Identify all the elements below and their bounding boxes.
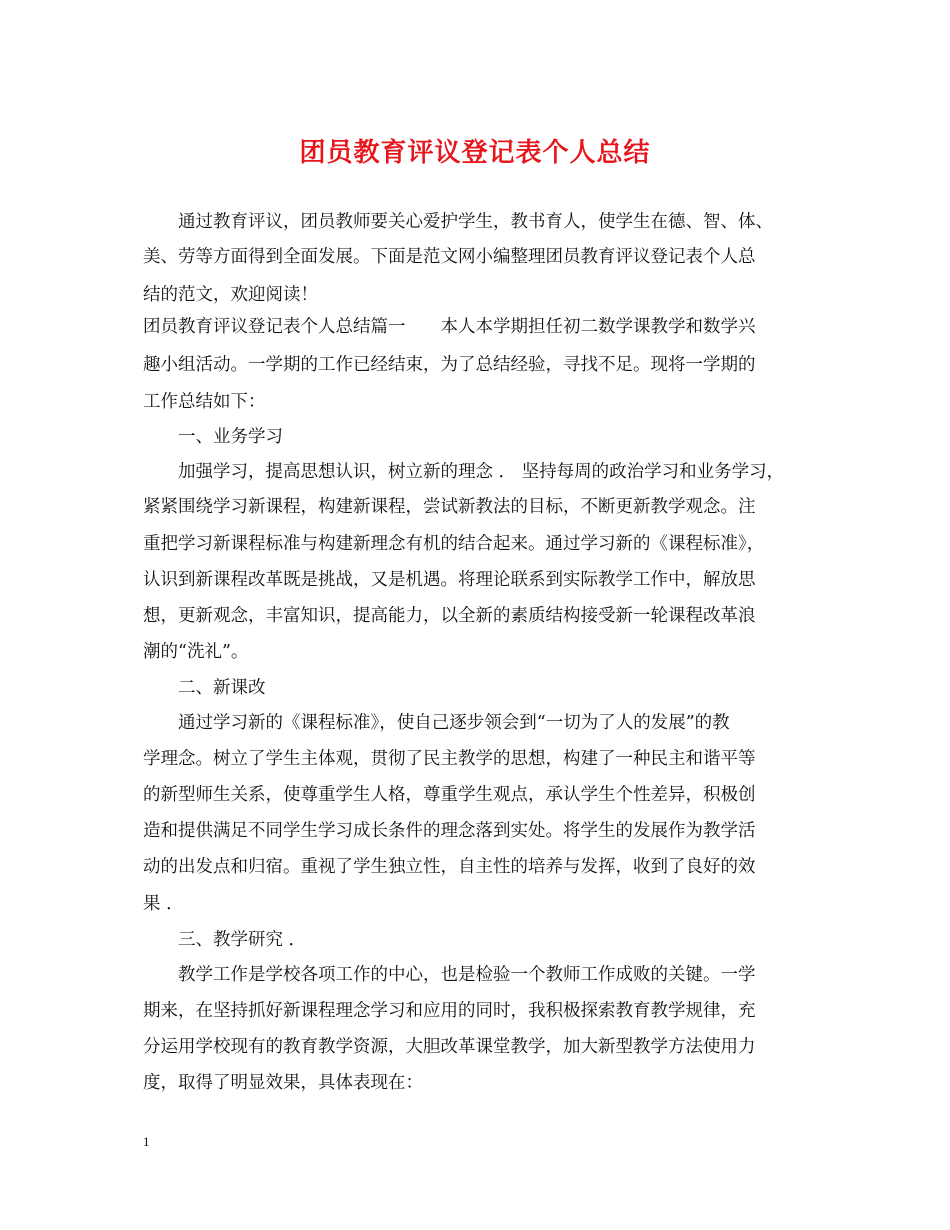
body-line: 动的出发点和归宿。重视了学生独立性，自主性的培养与发挥，收到了良好的效 — [143, 857, 756, 877]
document-title: 团员教育评议登记表个人总结 — [299, 138, 651, 168]
body-line: 加强学习，提高思想认识，树立新的理念 ． 坚持每周的政治学习和业务学习， — [178, 462, 785, 482]
body-line: 美、劳等方面得到全面发展。下面是范文网小编整理团员教育评议登记表个人总 — [143, 247, 756, 267]
section-heading: 二、新课改 — [178, 678, 266, 698]
body-line: 潮的“洗礼”。 — [143, 642, 249, 662]
body-line: 认识到新课程改革既是挑战，又是机遇。将理论联系到实际教学工作中，解放思 — [143, 570, 756, 590]
section-heading: 三、教学研究 ． — [178, 930, 307, 950]
body-line: 教学工作是学校各项工作的中心，也是检验一个教师工作成败的关键。一学 — [178, 965, 756, 985]
body-line: 重把学习新课程标准与构建新理念有机的结合起来。通过学习新的《课程标准》， — [143, 534, 765, 554]
body-line: 通过学习新的《课程标准》，使自己逐步领会到“一切为了人的发展”的教 — [178, 713, 730, 733]
body-line: 度，取得了明显效果，具体表现在： — [143, 1073, 423, 1093]
page-number: 1 — [143, 1134, 150, 1149]
body-line: 期来，在坚持抓好新课程理念学习和应用的同时，我积极探索教育教学规律，充 — [143, 1001, 756, 1021]
body-line: 结的范文，欢迎阅读！ — [143, 285, 318, 305]
body-line: 学理念。树立了学生主体观，贯彻了民主教学的思想，构建了一种民主和谐平等 — [143, 749, 756, 769]
body-line: 想，更新观念，丰富知识，提高能力，以全新的素质结构接受新一轮课程改革浪 — [143, 606, 756, 626]
section-heading: 一、业务学习 — [178, 427, 283, 447]
body-line: 工作总结如下： — [143, 392, 266, 412]
body-line: 通过教育评议，团员教师要关心爱护学生，教书育人，使学生在德、智、体、 — [178, 212, 773, 232]
body-line: 紧紧围绕学习新课程，构建新课程，尝试新教法的目标，不断更新教学观念。注 — [143, 497, 756, 517]
body-line: 的新型师生关系，使尊重学生人格，尊重学生观点，承认学生个性差异，积极创 — [143, 785, 756, 805]
body-line: 分运用学校现有的教育教学资源，大胆改革课堂教学，加大新型教学方法使用力 — [143, 1037, 756, 1057]
body-line: 果 ． — [143, 894, 184, 914]
body-line: 趣小组活动。一学期的工作已经结束，为了总结经验，寻找不足。现将一学期的 — [143, 355, 756, 375]
body-line: 造和提供满足不同学生学习成长条件的理念落到实处。将学生的发展作为教学活 — [143, 821, 756, 841]
body-line: 团员教育评议登记表个人总结篇一 本人本学期担任初二数学课教学和数学兴 — [143, 317, 756, 337]
